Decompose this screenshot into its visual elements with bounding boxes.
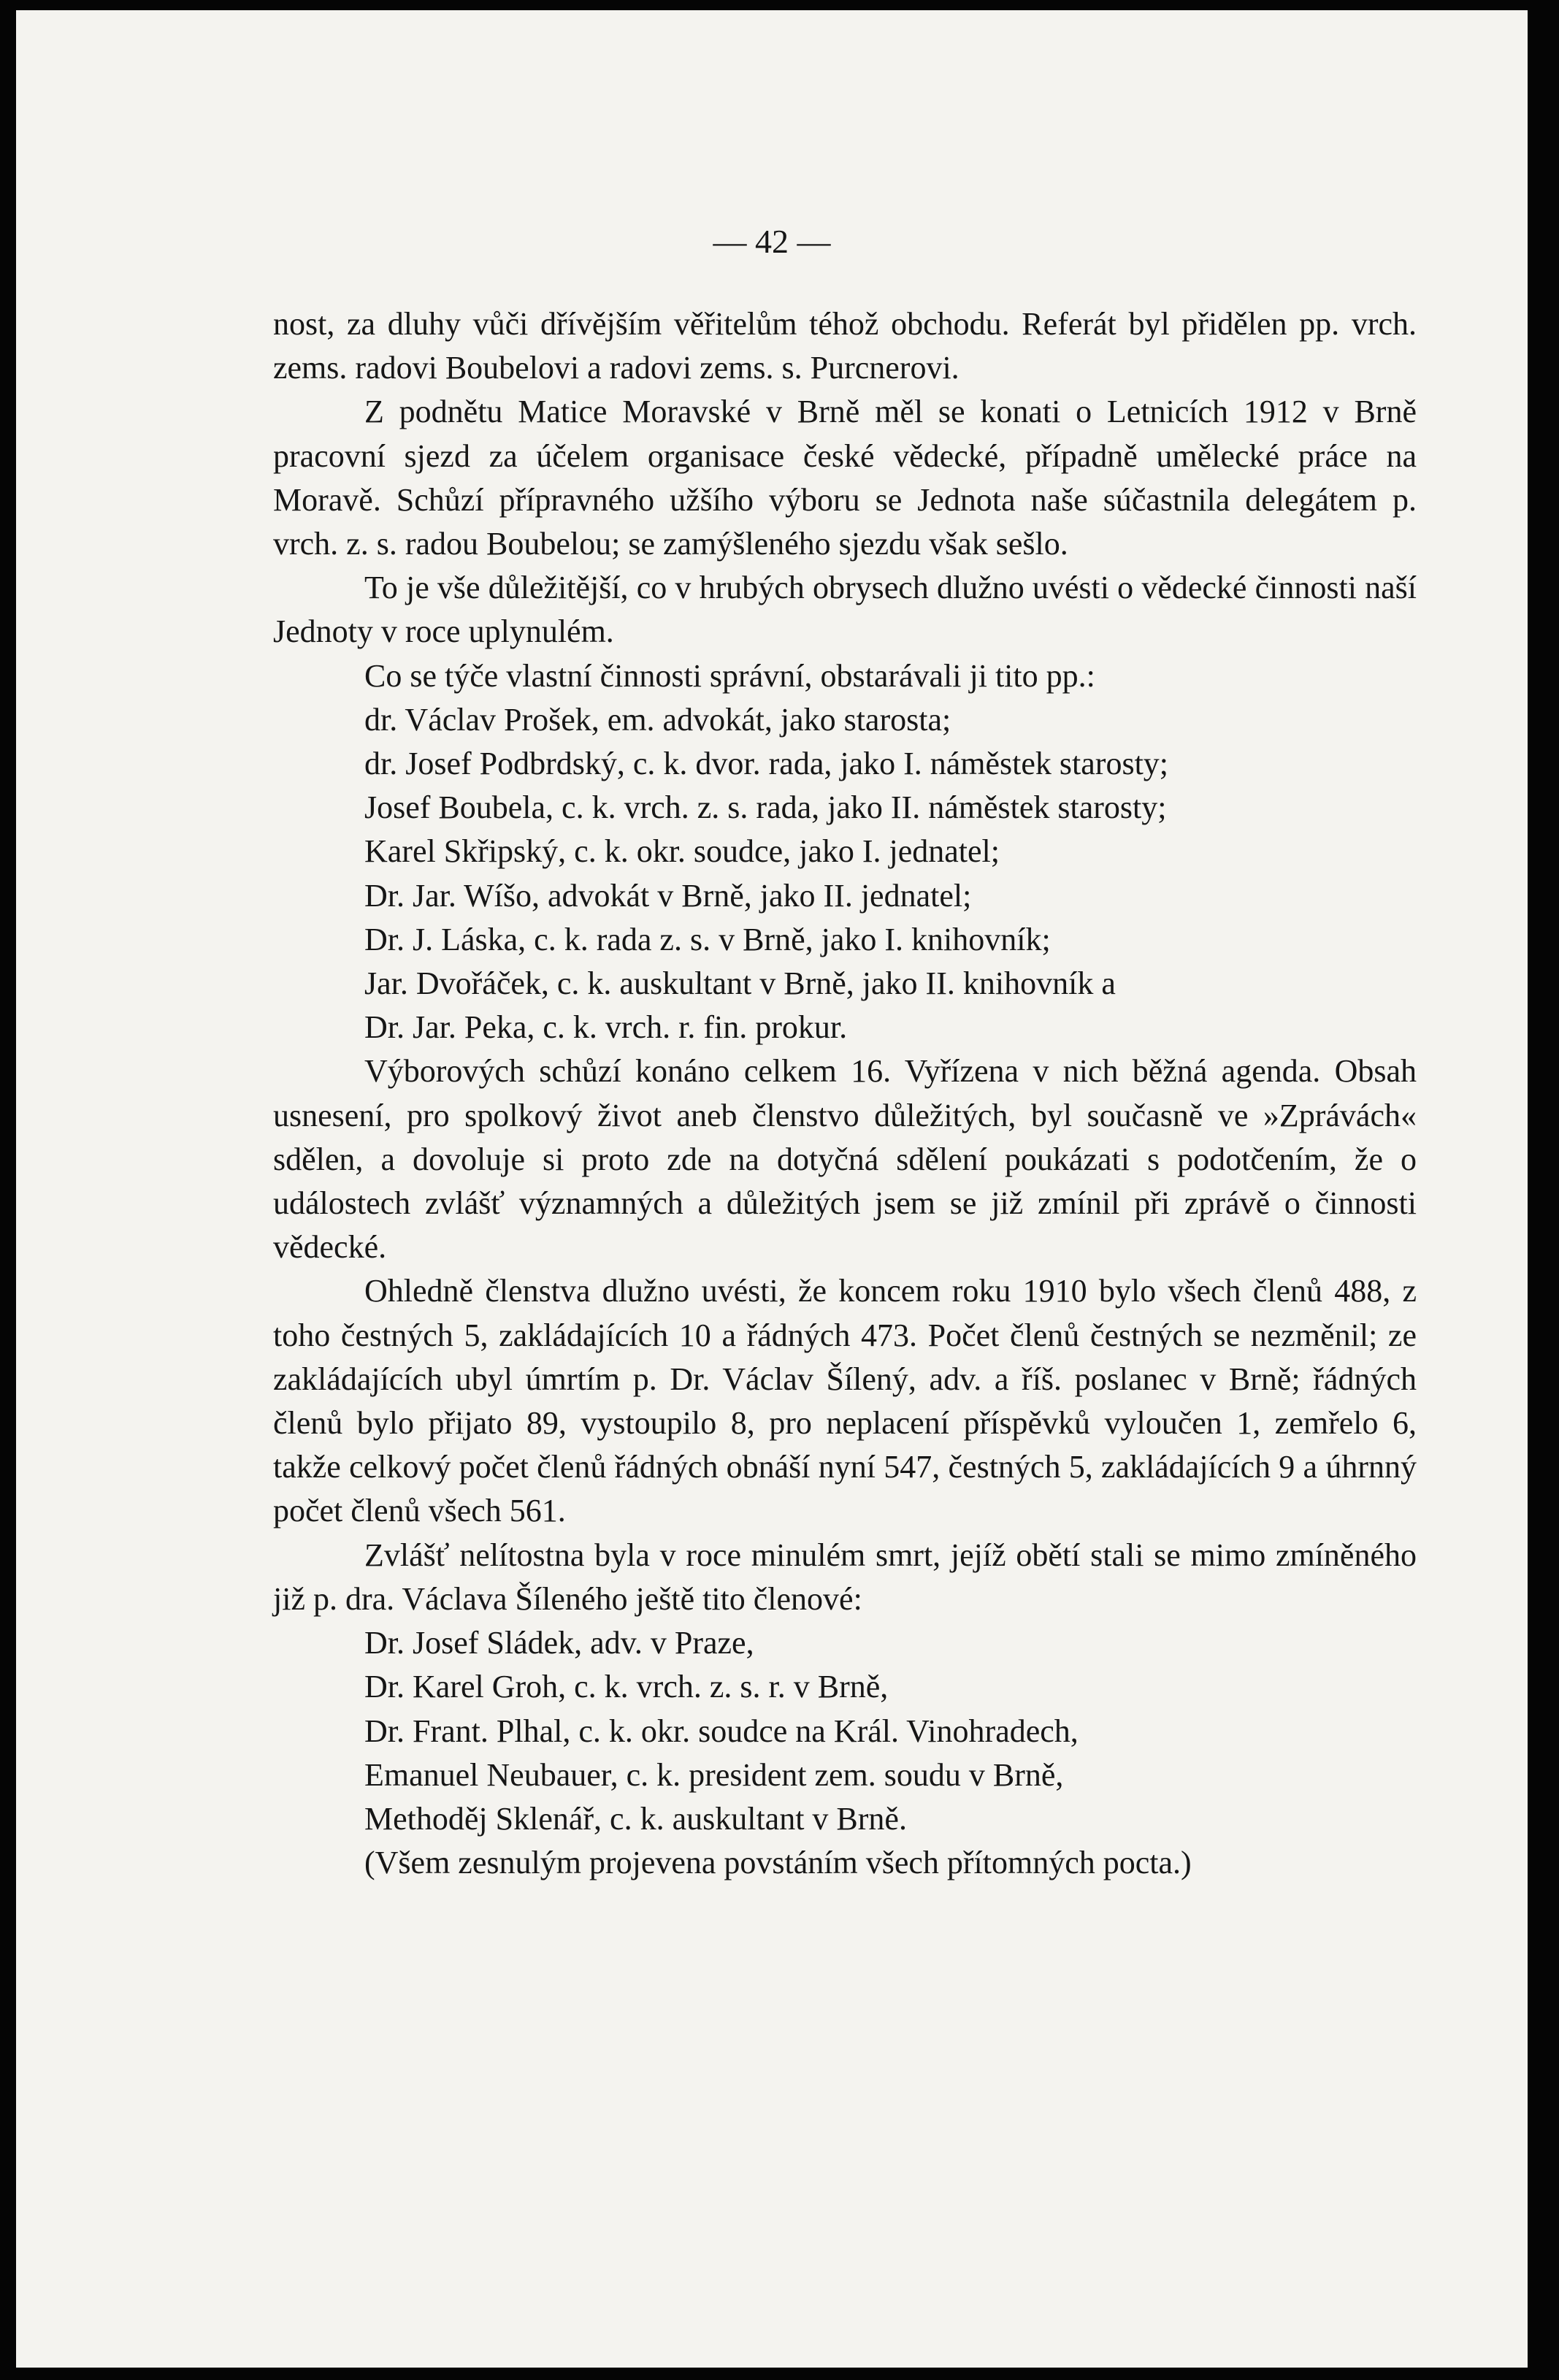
officer-item: dr. Josef Podbrdský, c. k. dvor. rada, jako I. náměstek starosty; bbox=[364, 746, 1169, 782]
paragraph-congress: Z podnětu Matice Moravské v Brně měl se konati o Letnicích 1912 v Brně pracovní sjezd za účelem organisace české vědecké, případně umělecké práce na Moravě. Schůzí přípravného užšího výboru se Jednota naše súčastnila delegátem p. vrch. z. s. radou Boubelou; se zamýšleného sjezdu však sešlo. bbox=[273, 394, 1417, 562]
officers-list bbox=[273, 698, 1417, 1050]
officer-item: Dr. Jar. Wíšo, advokát v Brně, jako II. jednatel; bbox=[364, 877, 972, 914]
paragraph-continuation: nost, za dluhy vůči dřívějším věřitelům téhož obchodu. Referát byl přidělen pp. vrch. zems. radovi Boubelovi a radovi zems. s. Purcnerovi. bbox=[273, 306, 1417, 386]
deceased-item: Dr. Josef Sládek, adv. v Praze, bbox=[364, 1625, 754, 1661]
page-number: — 42 — bbox=[713, 223, 831, 260]
deceased-list bbox=[273, 1621, 1417, 1841]
paragraph-administration: Co se týče vlastní činnosti správní, obstarávali ji tito pp.: bbox=[364, 657, 1095, 694]
deceased-item: Emanuel Neubauer, c. k. president zem. soudu v Brně, bbox=[364, 1756, 1064, 1793]
page-body bbox=[273, 302, 1417, 1885]
paragraph-meetings: Výborových schůzí konáno celkem 16. Vyřízena v nich běžná agenda. Obsah usnesení, pro spolkový život aneb členstvo důležitých, byl současně ve »Zprávách« sdělen, a dovoluje si proto zde na dotyčná sdělení poukázati s podotčením, že o událostech zvlášť významných a důležitých jsem se již zmínil při zprávě o činnosti vědecké. bbox=[273, 1053, 1417, 1266]
book-page bbox=[16, 10, 1528, 2368]
officer-item: dr. Václav Prošek, em. advokát, jako starosta; bbox=[364, 701, 951, 738]
deceased-item: Methoděj Sklenář, c. k. auskultant v Brně. bbox=[364, 1800, 907, 1837]
deceased-item: Dr. Karel Groh, c. k. vrch. z. s. r. v Brně, bbox=[364, 1669, 889, 1705]
officer-item: Dr. Jar. Peka, c. k. vrch. r. fin. prokur. bbox=[364, 1009, 848, 1046]
officer-item: Dr. J. Láska, c. k. rada z. s. v Brně, jako I. knihovník; bbox=[364, 921, 1051, 957]
paragraph-deaths: Zvlášť nelítostna byla v roce minulém smrt, jejíž obětí stali se mimo zmíněného již p. dra. Václava Šíleného ještě tito členové: bbox=[273, 1537, 1417, 1617]
paragraph-membership: Ohledně členstva dlužno uvésti, že koncem roku 1910 bylo všech členů 488, z toho čestných 5, zakládajících 10 a řádných 473. Počet členů čestných se nezměnil; ze zakládajících ubyl úmrtím p. Dr. Václav Šílený, adv. a říš. poslanec v Brně; řádných členů bylo přijato 89, vystoupilo 8, pro neplacení příspěvků vyloučen 1, zemřelo 6, takže celkový počet členů řádných obnáší nyní 547, čestných 5, zakládajících 9 a úhrnný počet členů všech 561. bbox=[273, 1273, 1417, 1529]
officer-item: Karel Skřipský, c. k. okr. soudce, jako I. jednatel; bbox=[364, 833, 1000, 870]
officer-item: Josef Boubela, c. k. vrch. z. s. rada, jako II. náměstek starosty; bbox=[364, 789, 1167, 826]
officer-item: Jar. Dvořáček, c. k. auskultant v Brně, jako II. knihovník a bbox=[364, 965, 1116, 1002]
paragraph-summary: To je vše důležitější, co v hrubých obrysech dlužno uvésti o vědecké činnosti naší Jednoty v roce uplynulém. bbox=[273, 570, 1417, 650]
paragraph-closing: (Všem zesnulým projevena povstáním všech přítomných pocta.) bbox=[364, 1845, 1192, 1881]
deceased-item: Dr. Frant. Plhal, c. k. okr. soudce na Král. Vinohradech, bbox=[364, 1713, 1079, 1749]
